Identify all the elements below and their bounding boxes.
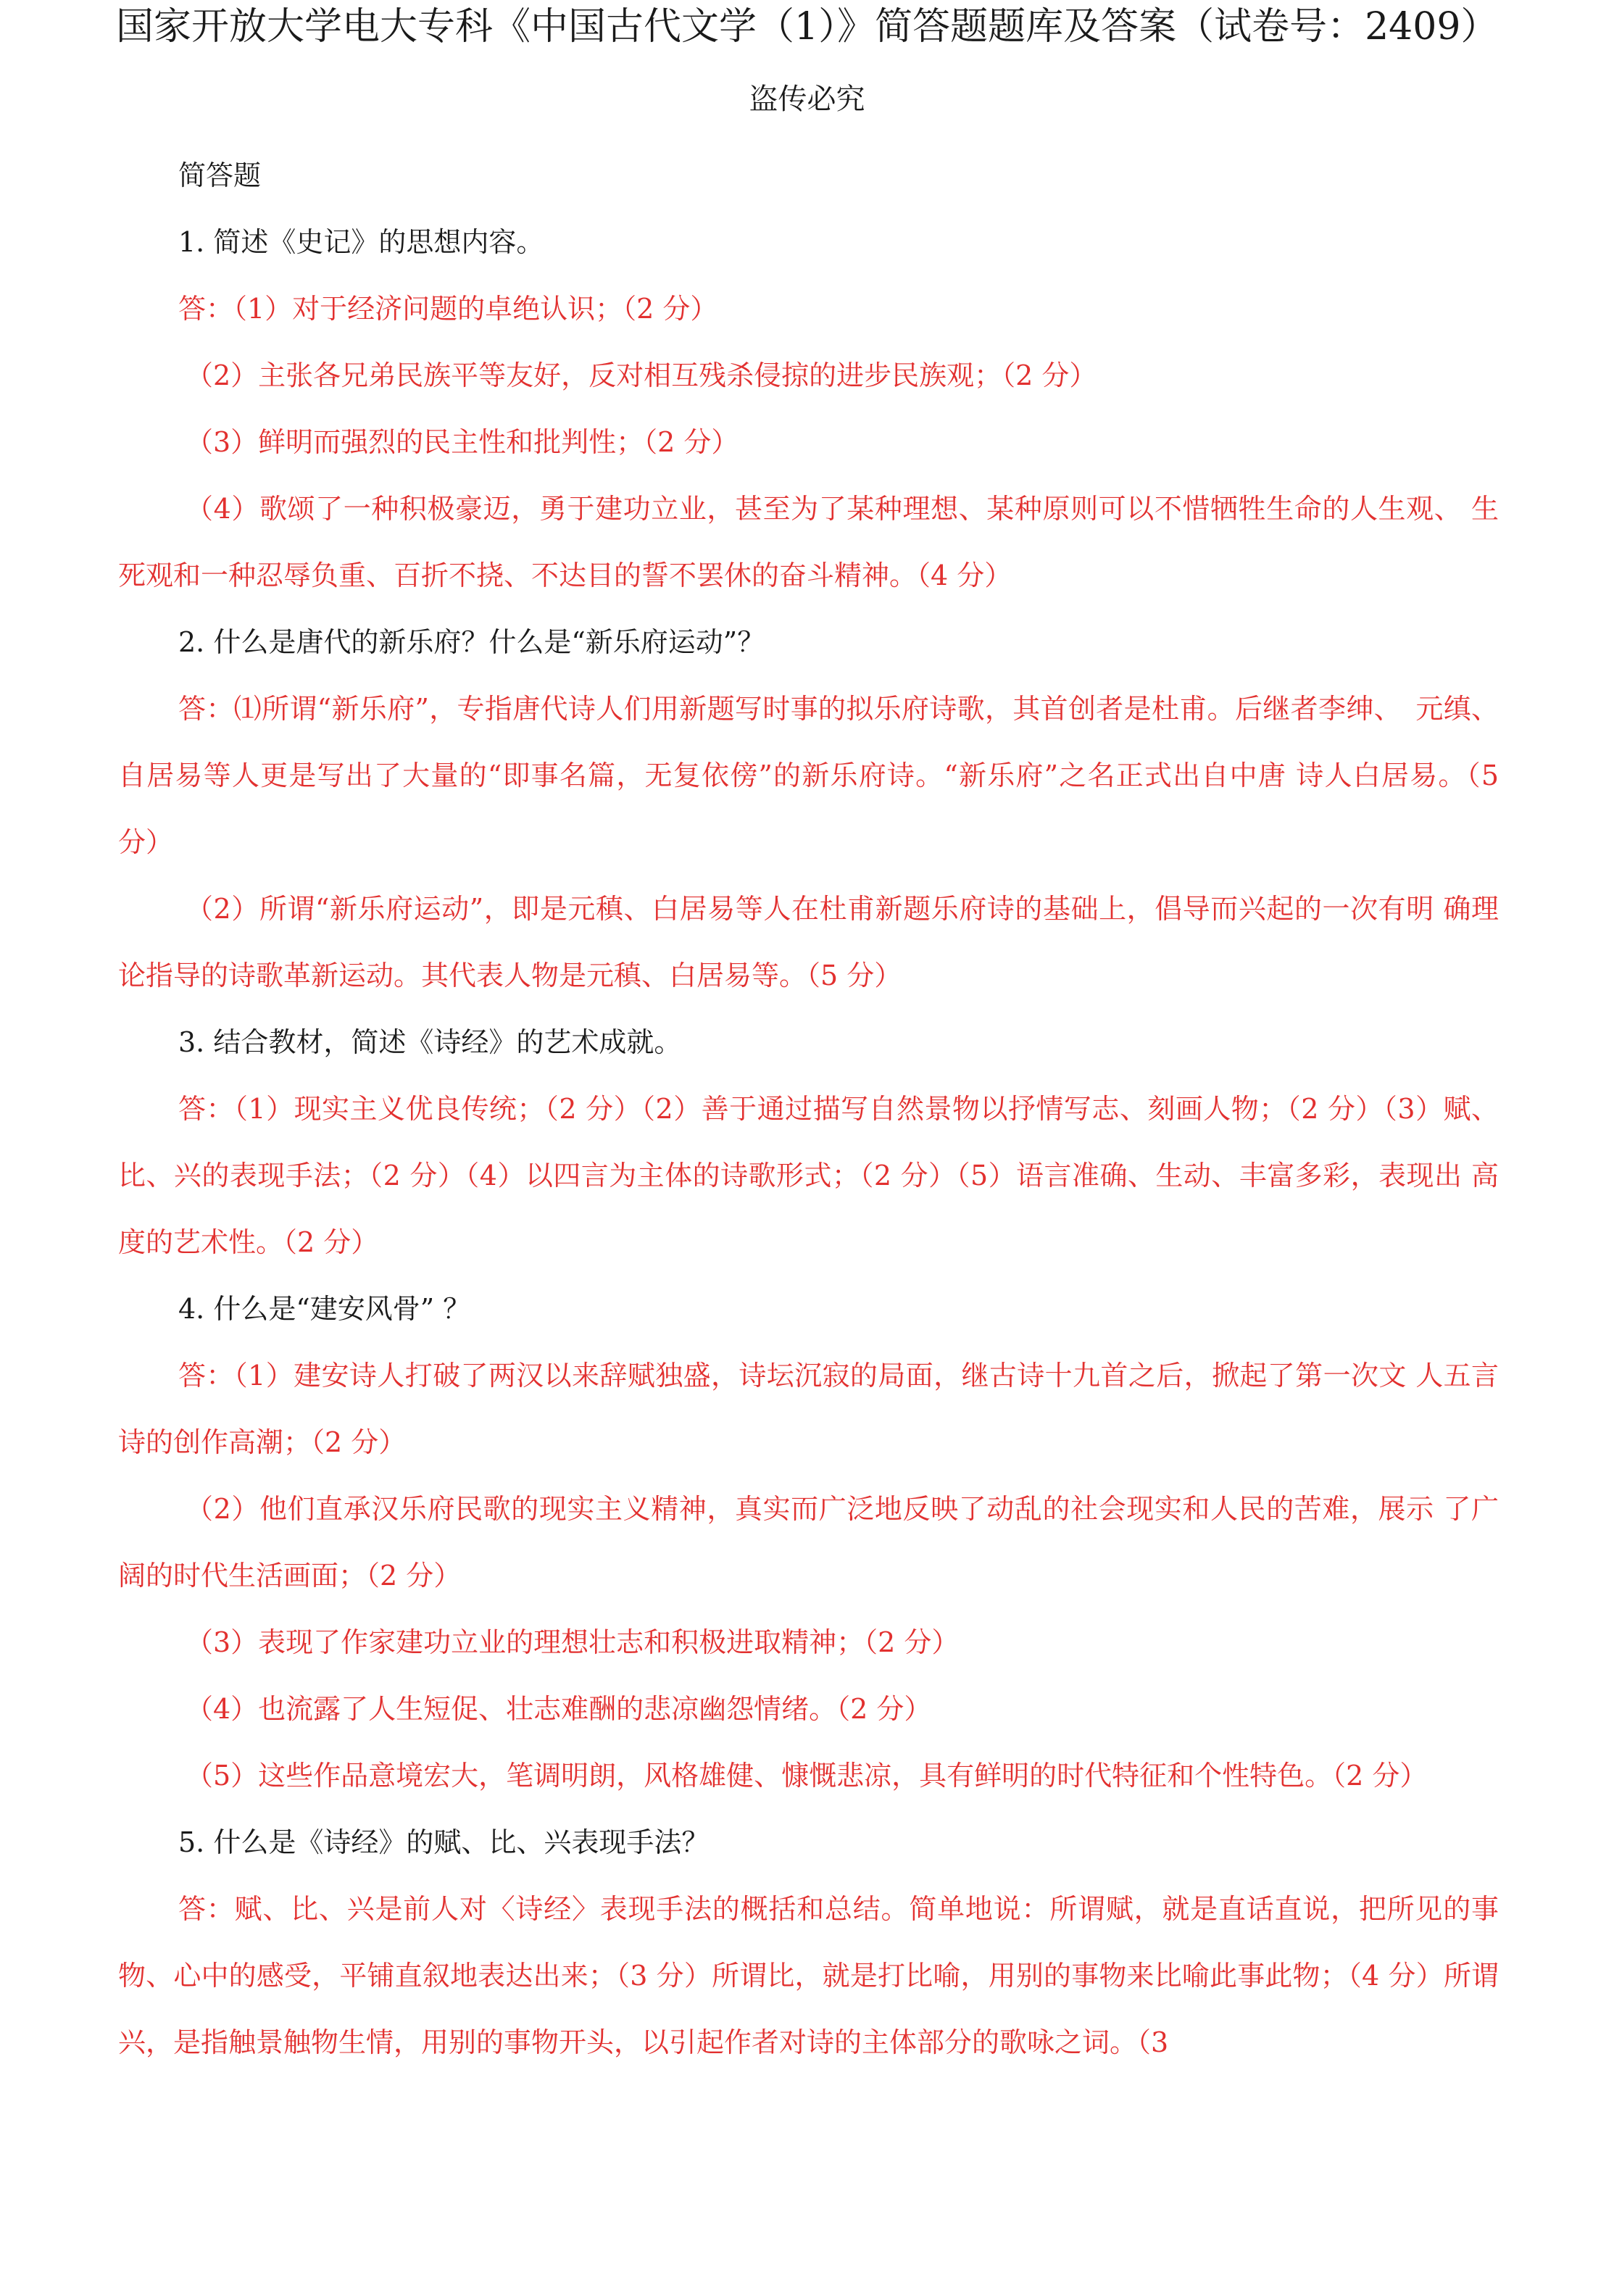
document-body	[118, 142, 1499, 2076]
document-title: 国家开放大学电大专科《中国古代文学（1）》简答题题库及答案（试卷号：2409）	[116, 5, 1499, 49]
answer-4-part-1: 答：（1）建安诗人打破了两汉以来辞赋独盛，诗坛沉寂的局面，继古诗十九首之后，掀起了第一次文 人五言诗的创作高潮；（2 分）	[118, 1360, 1499, 1458]
section-heading: 简答题	[178, 159, 262, 191]
answer-1-part-3: （3）鲜明而强烈的民主性和批判性；（2 分）	[186, 426, 739, 458]
answer-5: 答：赋、比、兴是前人对〈诗经〉表现手法的概括和总结。简单地说：所谓赋，就是直话直说，把所见的事物、心中的感受，平铺直叙地表达出来；（3 分）所谓比，就是打比喻，用别的事物来比喻此事此物；（4 分）所谓兴，是指触景触物生情，用别的事物开头，以引起作者对诗的主体部分的歌咏之词。（3	[118, 1893, 1499, 2058]
answer-3: 答：（1）现实主义优良传统；（2 分）（2）善于通过描写自然景物以抒情写志、刻画人物；（2 分）（3）赋、 比、兴的表现手法；（2 分）（4）以四言为主体的诗歌形式；（2 分）（5）语言准确、生动、丰富多彩，表现出 高度的艺术性。（2 分）	[118, 1093, 1499, 1258]
answer-2-part-2: （2）所谓“新乐府运动”，即是元稹、白居易等人在杜甫新题乐府诗的基础上，倡导而兴起的一次有明 确理论指导的诗歌革新运动。其代表人物是元稹、白居易等。（5 分）	[118, 893, 1499, 991]
answer-1-part-1: 答：（1）对于经济问题的卓绝认识；（2 分）	[178, 293, 718, 325]
question-4: 4. 什么是“建安风骨” ？	[178, 1293, 471, 1325]
question-1: 1. 简述《史记》的思想内容。	[178, 226, 544, 258]
answer-1-part-4: （4）歌颂了一种积极豪迈，勇于建功立业，甚至为了某种理想、某种原则可以不惜牺牲生命的人生观、 生死观和一种忍辱负重、百折不挠、不达目的誓不罢休的奋斗精神。（4 分）	[118, 493, 1499, 591]
answer-4-part-4: （4）也流露了人生短促、壮志难酬的悲凉幽怨情绪。（2 分）	[186, 1693, 932, 1725]
answer-2-part-1: 答：⑴所谓“新乐府”，专指唐代诗人们用新题写时事的拟乐府诗歌，其首创者是杜甫。后继者李绅、 元缜、自居易等人更是写出了大量的“即事名篇，无复依傍”的新乐府诗。“新乐府”之名正式出自中唐 诗人白居易。（5 分）	[118, 693, 1499, 858]
answer-4-part-2: （2）他们直承汉乐府民歌的现实主义精神，真实而广泛地反映了动乱的社会现实和人民的苦难，展示 了广阔的时代生活画面；（2 分）	[118, 1493, 1499, 1592]
question-2: 2. 什么是唐代的新乐府？什么是“新乐府运动”？	[178, 626, 765, 658]
question-3: 3. 结合教材，简述《诗经》的艺术成就。	[178, 1026, 682, 1058]
answer-1-part-2: （2）主张各兄弟民族平等友好，反对相互残杀侵掠的进步民族观；（2 分）	[186, 359, 1097, 391]
question-5: 5. 什么是《诗经》的赋、比、兴表现手法？	[178, 1826, 710, 1858]
answer-4-part-3: （3）表现了作家建功立业的理想壮志和积极进取精神；（2 分）	[186, 1626, 960, 1658]
answer-4-part-5: （5）这些作品意境宏大，笔调明朗，风格雄健、慷慨悲凉，具有鲜明的时代特征和个性特色。（2 分）	[186, 1760, 1428, 1792]
document-subtitle: 盗传必究	[749, 83, 865, 116]
